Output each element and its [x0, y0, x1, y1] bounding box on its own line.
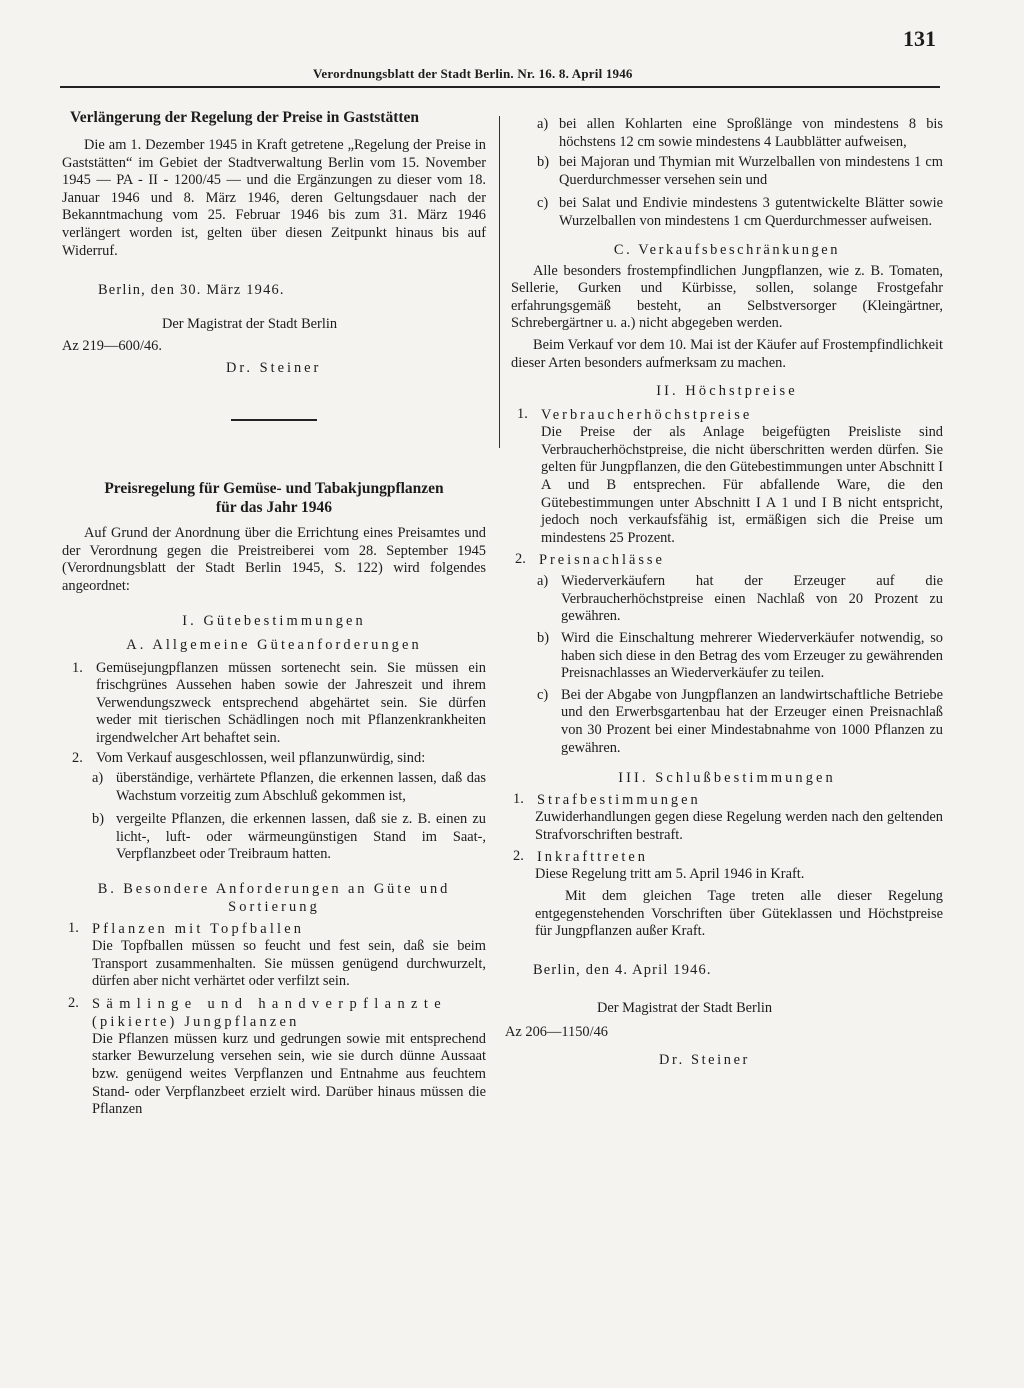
- item-number: 2.: [513, 848, 524, 865]
- list-item: [511, 154, 943, 189]
- item-number: 2.: [72, 749, 83, 766]
- item-text: bei allen Kohlarten eine Sproßlänge von mindestens 8 bis höchstens 12 cm sowie mindestens 4 Laubblätter aufweisen,: [559, 116, 943, 150]
- reference-2: Az 206—1150/46: [505, 1023, 608, 1040]
- list-item: [62, 660, 486, 748]
- signature-1: Dr. Steiner: [226, 360, 322, 377]
- list-item: [62, 995, 486, 1013]
- paragraph-mai: Beim Verkauf vor dem 10. Mai ist der Käufer auf Frostempfindlichkeit dieser Arten besonders aufmerksam zu machen.: [511, 336, 943, 371]
- item-heading: Inkrafttreten: [537, 849, 648, 866]
- running-header: [60, 26, 940, 88]
- item-mark: a): [92, 770, 104, 787]
- place-date-1: Berlin, den 30. März 1946.: [98, 282, 285, 299]
- item-heading: Preisnachlässe: [539, 552, 665, 569]
- item-text: vergeilte Pflanzen, die erkennen lassen, daß sie z. B. einen zu licht-, luft- oder wärmeungünstigen Stand im Saat-, Verpflanzbeet oder Treibraum hatten.: [116, 811, 486, 863]
- authority-1: Der Magistrat der Stadt Berlin: [162, 316, 338, 333]
- item-mark: c): [537, 195, 549, 212]
- paragraph-saemlinge: Die Pflanzen müssen kurz und gedrungen sowie mit entsprechend starker Bewurzelung versehen sein, wie sie durch dünne Aussaat bzw. genügend weites Verpflanzen und Entnahme aus feuchtem Stand- oder Verpflanzbeet erzielt wird. Darüber hinaus müssen die Pflanzen: [92, 1030, 486, 1118]
- list-item: [62, 920, 486, 938]
- item-text: Gemüsejungpflanzen müssen sortenecht sein. Sie müssen ein frischgrünes Aussehen haben sowie der Jahreszeit und ihrem Verwendungszweck entsprechend abgehärtet sein. Sie dürfen weder mit tierischen Schädlingen noch mit Pflanzenkrankheiten irgendwelcher Art behaftet sein.: [96, 659, 486, 746]
- section-separator: [231, 419, 317, 421]
- list-item: [511, 406, 943, 424]
- column-divider: [499, 116, 500, 448]
- item-heading: Verbraucherhöchstpreise: [541, 407, 753, 424]
- item-mark: b): [92, 811, 104, 828]
- paragraph-intro: Auf Grund der Anordnung über die Errichtung eines Preisamtes und der Verordnung gegen die Preistreiberei vom 28. September 1945 (Verordnungsblatt der Stadt Berlin 1945, S. 122) wird folgendes angeordnet:: [62, 525, 486, 594]
- signature-2: Dr. Steiner: [659, 1051, 750, 1068]
- reference-1: Az 219—600/46.: [62, 338, 162, 355]
- list-item: [62, 770, 486, 805]
- item-text: bei Salat und Endivie mindestens 3 gutentwickelte Blätter sowie Wurzelballen von mindestens 1 cm Querdurchmesser aufweisen.: [559, 195, 943, 229]
- right-column: [505, 108, 943, 1069]
- item-number: 1.: [72, 659, 83, 676]
- item-heading: Sämlinge und handverpflanzte: [92, 995, 448, 1012]
- item-number: 2.: [515, 551, 526, 568]
- authority-2: Der Magistrat der Stadt Berlin: [597, 999, 773, 1016]
- list-item: [511, 195, 943, 230]
- heading-besondere-anforderungen-2: Sortierung: [228, 899, 320, 916]
- item-number: 1.: [68, 920, 79, 937]
- item-heading: Strafbestimmungen: [537, 792, 701, 809]
- item-mark: c): [537, 686, 549, 703]
- list-item: [62, 811, 486, 864]
- item-text: Vom Verkauf ausgeschlossen, weil pflanzunwürdig, sind:: [96, 749, 426, 766]
- list-item: [511, 116, 943, 151]
- section-title-gaststaetten: Verlängerung der Regelung der Preise in Gaststätten: [70, 109, 420, 126]
- item-heading-continued: (pikierte) Jungpflanzen: [92, 1013, 300, 1030]
- list-item: [511, 848, 943, 866]
- section-title-preisregelung-2: für das Jahr 1946: [215, 499, 333, 517]
- running-title: Verordnungsblatt der Stadt Berlin. Nr. 16. 8. April 1946: [313, 66, 633, 81]
- item-mark: b): [537, 154, 549, 171]
- item-mark: a): [537, 573, 549, 590]
- heading-schlussbestimmungen: III. Schlußbestimmungen: [618, 770, 836, 787]
- list-item: [511, 573, 943, 626]
- heading-verkaufsbeschraenkungen: C. Verkaufsbeschränkungen: [613, 241, 841, 258]
- item-text: bei Majoran und Thymian mit Wurzelballen von mindestens 1 cm Querdurchmesser versehen sein und: [559, 154, 943, 188]
- list-item: [511, 630, 943, 683]
- list-item: [511, 551, 943, 569]
- item-text: überständige, verhärtete Pflanzen, die erkennen lassen, daß das Wachstum vorzeitig zum Abschluß gekommen ist,: [116, 770, 486, 804]
- list-item: [511, 791, 943, 809]
- paragraph-ausser-kraft: Mit dem gleichen Tage treten alle dieser Regelung entgegenstehenden Vorschriften über Güteklassen und Höchstpreise für Jungpflanzen außer Kraft.: [535, 888, 943, 940]
- item-text: Wiederverkäufern hat der Erzeuger auf die Verbraucherhöchstpreise einen Nachlaß von 20 Prozent zu gewähren.: [561, 573, 943, 625]
- item-text: Bei der Abgabe von Jungpflanzen an landwirtschaftliche Betriebe und den Erwerbsgartenbau hat der Erzeuger einen Preisnachlaß von 30 Prozent bei einer Mindestabnahme von 1000 Pflanzen zu gewähren.: [561, 686, 943, 756]
- left-column: [62, 108, 486, 1119]
- item-mark: b): [537, 630, 549, 647]
- place-date-2: Berlin, den 4. April 1946.: [533, 961, 712, 978]
- heading-allgemeine-gueteanforderungen: A. Allgemeine Güteanforderungen: [126, 636, 422, 653]
- paragraph-strafbestimmungen: Zuwiderhandlungen gegen diese Regelung werden nach den geltenden Strafvorschriften bestraft.: [535, 809, 943, 843]
- paragraph-inkrafttreten: Diese Regelung tritt am 5. April 1946 in Kraft.: [535, 866, 805, 883]
- item-heading: Pflanzen mit Topfballen: [92, 921, 305, 938]
- paragraph-verbraucherhoechstpreise: Die Preise der als Anlage beigefügten Preisliste sind Verbraucherhöchstpreise, die nicht überschritten werden dürfen. Sie gelten für Jungpflanzen, die den Gütebestimmungen unter Abschnitt I A und B entsprechen. Für abfallende Ware, die den Gütebestimmungen unter Abschnitt I A 1 und I B nicht entspricht, jedoch noch verkaufsfähig ist, ermäßigen sich die Preise um mindestens 25 Prozent.: [541, 424, 943, 546]
- heading-besondere-anforderungen-1: B. Besondere Anforderungen an Güte und: [97, 881, 451, 898]
- section-title-preisregelung-1: Preisregelung für Gemüse- und Tabakjungpflanzen: [104, 480, 444, 498]
- paragraph-gaststaetten: Die am 1. Dezember 1945 in Kraft getretene „Regelung der Preise in Gaststätten“ im Gebiet der Stadtverwaltung Berlin vom 15. November 1945 — PA - II - 1200/45 — und die Ergänzungen zu dieser vom 18. Januar 1946 und 8. März 1946, deren Geltungsdauer nach der Bekanntmachung vom 25. Februar 1946 bis zum 31. März 1946 verlängert worden ist, gelten über diesen Zeitpunkt hinaus bis auf Widerruf.: [62, 137, 486, 259]
- item-number: 2.: [68, 994, 79, 1011]
- item-number: 1.: [513, 791, 524, 808]
- paragraph-frost: Alle besonders frostempfindlichen Jungpflanzen, wie z. B. Tomaten, Sellerie, Gurken und Kürbisse, sollen, solange Frostgefahr erfahrungsgemäß besteht, an Selbstversorger (Kleingärtner, Schrebergärtner u. a.) nicht abgegeben werden.: [511, 262, 943, 332]
- paragraph-topfballen: Die Topfballen müssen so feucht und fest sein, daß sie beim Transport zusammenhalten. Sie müssen genügend durchwurzelt, dürfen aber nicht verhärtet oder verfilzt sein.: [92, 938, 486, 990]
- list-item: [511, 687, 943, 757]
- page-number: 131: [903, 26, 936, 51]
- heading-guetebestimmungen: I. Gütebestimmungen: [182, 612, 366, 629]
- heading-hoechstpreise: II. Höchstpreise: [656, 383, 798, 400]
- list-item: [62, 750, 486, 768]
- item-mark: a): [537, 116, 549, 132]
- item-number: 1.: [517, 406, 528, 423]
- item-text: Wird die Einschaltung mehrerer Wiederverkäufer notwendig, so haben sich diese in den Betrag des vom Erzeuger zu gewährenden Preisnachlasses an Wiederverkäufer zu teilen.: [561, 630, 943, 682]
